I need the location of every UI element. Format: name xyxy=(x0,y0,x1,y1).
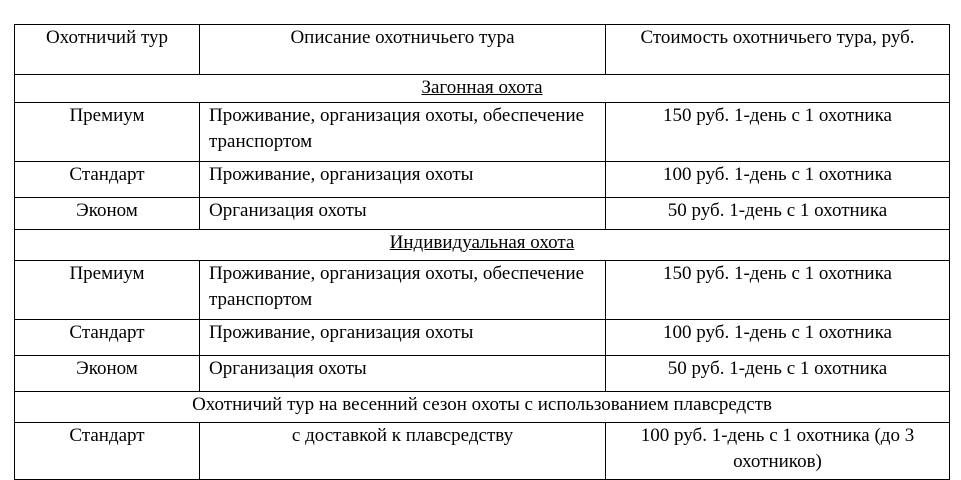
description-cell: Проживание, организация охоты xyxy=(200,162,606,198)
tour-cell: Стандарт xyxy=(15,162,200,198)
hunting-tours-table xyxy=(14,24,950,480)
tour-cell: Премиум xyxy=(15,103,200,162)
table-row xyxy=(15,162,950,198)
section-row xyxy=(15,392,950,423)
price-cell: 150 руб. 1-день с 1 охотника xyxy=(606,261,950,320)
description-cell: с доставкой к плавсредству xyxy=(200,423,606,480)
price-cell: 50 руб. 1-день с 1 охотника xyxy=(606,198,950,230)
price-cell: 100 руб. 1-день с 1 охотника xyxy=(606,320,950,356)
price-cell: 100 руб. 1-день с 1 охотника (до 3 охотников) xyxy=(606,423,950,480)
description-cell: Проживание, организация охоты, обеспечение транспортом xyxy=(200,103,606,162)
tour-cell: Стандарт xyxy=(15,423,200,480)
tour-cell: Премиум xyxy=(15,261,200,320)
price-cell: 150 руб. 1-день с 1 охотника xyxy=(606,103,950,162)
header-price: Стоимость охотничьего тура, руб. xyxy=(606,25,950,75)
description-cell: Организация охоты xyxy=(200,198,606,230)
table-row xyxy=(15,261,950,320)
description-cell: Проживание, организация охоты, обеспечение транспортом xyxy=(200,261,606,320)
table-row xyxy=(15,320,950,356)
price-cell: 100 руб. 1-день с 1 охотника xyxy=(606,162,950,198)
tour-cell: Эконом xyxy=(15,198,200,230)
section-row xyxy=(15,75,950,103)
description-cell: Проживание, организация охоты xyxy=(200,320,606,356)
table-row xyxy=(15,103,950,162)
description-cell: Организация охоты xyxy=(200,356,606,392)
table-header-row xyxy=(15,25,950,75)
header-description: Описание охотничьего тура xyxy=(200,25,606,75)
tour-cell: Эконом xyxy=(15,356,200,392)
header-tour: Охотничий тур xyxy=(15,25,200,75)
section-title: Охотничий тур на весенний сезон охоты с использованием плавсредств xyxy=(192,394,772,415)
section-title: Загонная охота xyxy=(421,77,543,98)
table-row xyxy=(15,356,950,392)
price-cell: 50 руб. 1-день с 1 охотника xyxy=(606,356,950,392)
section-row xyxy=(15,230,950,261)
tour-cell: Стандарт xyxy=(15,320,200,356)
table-row xyxy=(15,198,950,230)
table-row xyxy=(15,423,950,480)
section-title: Индивидуальная охота xyxy=(389,232,575,253)
